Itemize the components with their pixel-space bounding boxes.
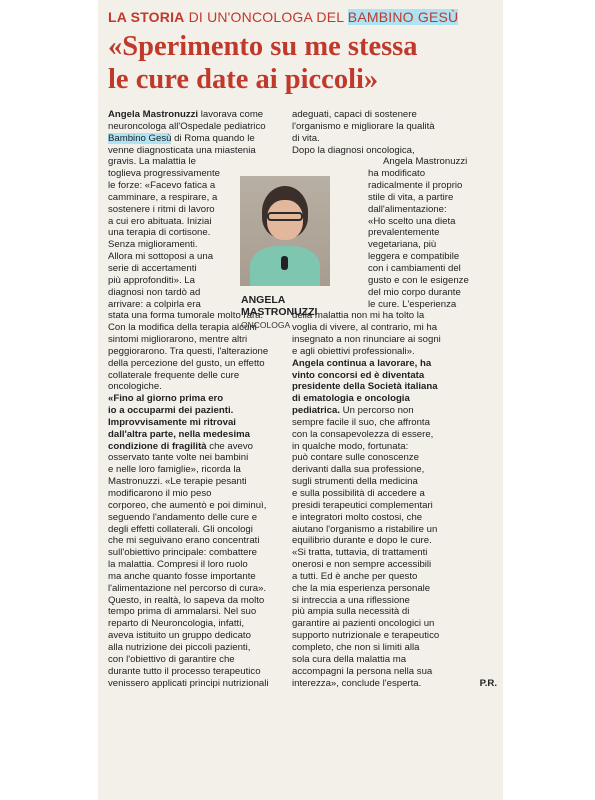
text-line: che mi seguivano erano concentrati <box>108 535 260 547</box>
text-fragment: che avevo <box>206 440 254 452</box>
text-line: e sulla possibilità di accedere a <box>292 488 425 499</box>
text-line: modificarono il mio peso <box>108 488 212 499</box>
text-line: della malattia non mi ha tolto la <box>292 310 425 322</box>
text-fragment: di Roma quando le <box>171 132 255 144</box>
headline-line-1: «Sperimento su me stessa <box>108 31 418 62</box>
text-line: una terapia di cortisone. <box>108 227 211 239</box>
name-bold: Angela Mastronuzzi <box>108 109 199 120</box>
text-line: stata una forma tumorale molto rara. <box>108 310 264 322</box>
text-line: con la consapevolezza di essere, <box>292 428 434 440</box>
text-line: di vita. <box>292 132 320 144</box>
article-headline <box>108 30 498 96</box>
text-line: della percezione del gusto, un effetto <box>108 357 265 369</box>
headline-line-2: le cure date ai piccoli» <box>108 64 379 95</box>
text-line: diagnosi non tardò ad <box>108 286 201 298</box>
text-line: io a occuparmi dei pazienti. <box>108 405 234 417</box>
text-line: Questo, in realtà, lo sapeva da molto <box>108 594 265 606</box>
text-line: e agli obiettivi professionali». <box>292 345 415 357</box>
text-line: equilibrio durante e dopo le cure. <box>292 535 432 547</box>
text-line: insegnato a non rinunciare ai sogni <box>292 334 441 346</box>
text-line <box>292 405 497 417</box>
text-line: Angela Mastronuzzi <box>383 156 468 168</box>
author-signature: P.R. <box>479 677 497 689</box>
text-line: Allora mi sottoposi a una <box>108 251 214 263</box>
microphone-icon <box>281 256 288 270</box>
text-line: Angela continua a lavorare, ha <box>292 357 432 369</box>
text-line: venne diagnosticata una miastenia <box>108 144 256 156</box>
text-line: dall'altra parte, nella medesima <box>108 428 250 440</box>
article-column-2 <box>292 109 497 689</box>
text-line: la malattia. Compresi il loro ruolo <box>108 559 248 571</box>
text-line: serie di accertamenti <box>108 262 197 274</box>
text-line: «Ho scelto una dieta <box>368 215 456 227</box>
text-line: camminare, a respirare, a <box>108 191 218 203</box>
text-line: degli effetti collaterali. Gli oncologi <box>108 523 253 535</box>
text-fragment: Un percorso non <box>340 405 414 417</box>
text-line: accompagni la persona nella sua <box>292 665 433 677</box>
text-line: Improvvisamente mi ritrovai <box>108 416 236 428</box>
text-line: con l'obiettivo di garantire che <box>108 653 235 665</box>
text-line: e integratori molto costosi, che <box>292 511 423 523</box>
text-bold: condizione di fragilità <box>108 440 207 452</box>
text-line: sull'obiettivo principale: combattere <box>108 547 258 559</box>
text-line: collaterale frequente delle cure <box>108 369 240 381</box>
text-fragment: interezza», conclude l'esperta. <box>292 677 422 689</box>
caption-name-line-2: MASTRONUZZI <box>241 306 318 318</box>
text-line: di ematologia e oncologia <box>292 393 410 405</box>
text-line: derivanti dalla sua professione, <box>292 464 425 476</box>
caption-name-line-1: ANGELA <box>241 294 286 306</box>
text-line: «Fino al giorno prima ero <box>108 393 224 405</box>
kicker-text: DI UN'ONCOLOGA DEL <box>184 9 348 25</box>
text-line: presidente della Società italiana <box>292 381 438 393</box>
text-line: leggera e compatibile <box>368 251 460 263</box>
text-line: tempo prima di ammalarsi. Nel suo <box>108 606 257 618</box>
text-line: osservato tante volte nei bambini <box>108 452 249 464</box>
text-line: aveva istituito un gruppo dedicato <box>108 630 251 642</box>
text-line: con i cambiamenti del <box>368 262 461 274</box>
text-line: peggiorarono. Tra questi, l'alterazione <box>108 345 269 357</box>
text-line: può contare sulle conoscenze <box>292 452 419 464</box>
text-line: arrivare: a colpirla era <box>108 298 201 310</box>
text-fragment: lavorava come <box>198 109 264 120</box>
text-line: supporto nutrizionale e terapeutico <box>292 630 440 642</box>
text-line: prevalentemente <box>368 227 440 239</box>
text-line: onerosi e non sempre accessibili <box>292 559 432 571</box>
kicker-highlight: BAMBINO GESÙ <box>347 9 459 25</box>
text-line: vinto concorsi ed è diventata <box>292 369 425 381</box>
text-line: dall'alimentazione: <box>368 203 447 215</box>
text-line: in qualche modo, fortunata: <box>292 440 409 452</box>
text-line: sostenere i ritmi di lavoro <box>108 203 215 215</box>
text-line: sugli strumenti della medicina <box>292 476 418 488</box>
text-line: toglieva progressivamente <box>108 168 220 180</box>
text-line: gusto e con le esigenze <box>368 274 469 286</box>
photo-caption-role: ONCOLOGA <box>241 320 291 330</box>
text-line: durante tutto il processo terapeutico <box>108 665 261 677</box>
text-line: oncologiche. <box>108 381 162 393</box>
text-line: sempre facile il suo, che affronta <box>292 416 430 428</box>
text-line: stile di vita, a partire <box>368 191 454 203</box>
text-line <box>292 678 497 690</box>
text-line <box>108 133 286 145</box>
text-line: neuroncologa all'Ospedale pediatrico <box>108 120 266 132</box>
text-line: presidi terapeutici complementari <box>292 499 433 511</box>
text-line: ha modificato <box>368 168 426 180</box>
text-line: radicalmente il proprio <box>368 180 463 192</box>
text-line: sola cura della malattia ma <box>292 653 407 665</box>
text-line: Mastronuzzi. «Le terapie pesanti <box>108 476 247 488</box>
text-line <box>108 441 286 453</box>
text-line: «Si tratta, tuttavia, di trattamenti <box>292 547 428 559</box>
text-line: più ampia sulla necessità di <box>292 606 410 618</box>
text-line: Senza miglioramenti. <box>108 239 198 251</box>
text-line: completo, che non si limiti alla <box>292 641 420 653</box>
text-line: voglia di vivere, al contrario, mi ha <box>292 322 438 334</box>
kicker-label: LA STORIA <box>108 9 185 25</box>
text-line: a tutti. Ed è anche per questo <box>292 570 418 582</box>
text-line <box>108 109 286 121</box>
text-line: che la mia esperienza personale <box>292 582 431 594</box>
text-line: Dopo la diagnosi oncologica, <box>292 144 415 156</box>
text-line: del mio corpo durante <box>368 286 461 298</box>
highlight-bambino-gesu: Bambino Gesù <box>108 132 172 144</box>
text-line: corporeo, che aumentò e poi diminuì, <box>108 499 267 511</box>
text-line: Con la modifica della terapia alcuni <box>108 322 257 334</box>
text-line: e nelle loro famiglie», ricorda la <box>108 464 241 476</box>
text-line: ma anche quanto fosse importante <box>108 570 256 582</box>
text-line: aiutano l'organismo a ristabilire un <box>292 523 438 535</box>
text-line: le forze: «Facevo fatica a <box>108 180 216 192</box>
section-kicker <box>108 9 458 25</box>
text-line: a cui ero abituata. Iniziai <box>108 215 212 227</box>
text-line: alla nutrizione dei piccoli pazienti, <box>108 641 251 653</box>
text-line: vegetariana, più <box>368 239 437 251</box>
text-line: garantire ai pazienti oncologici un <box>292 618 435 630</box>
text-line: venissero applicati principi nutrizionali <box>108 677 269 689</box>
text-line: le cure. L'esperienza <box>368 298 457 310</box>
text-line: adeguati, capaci di sostenere <box>292 109 417 120</box>
text-line: seguendo l'andamento delle cure e <box>108 511 258 523</box>
text-line: gravis. La malattia le <box>108 156 196 168</box>
text-line: più approfonditi». La <box>108 274 195 286</box>
text-line: l'organismo e migliorare la qualità <box>292 120 435 132</box>
text-line: reparto di Neuroncologia, infatti, <box>108 618 244 630</box>
text-line: si intreccia a una riflessione <box>292 594 410 606</box>
text-bold: pediatrica. <box>292 405 340 417</box>
text-line: l'alimentazione nel percorso di cura». <box>108 582 267 594</box>
text-line: sintomi migliorarono, mentre altri <box>108 334 248 346</box>
